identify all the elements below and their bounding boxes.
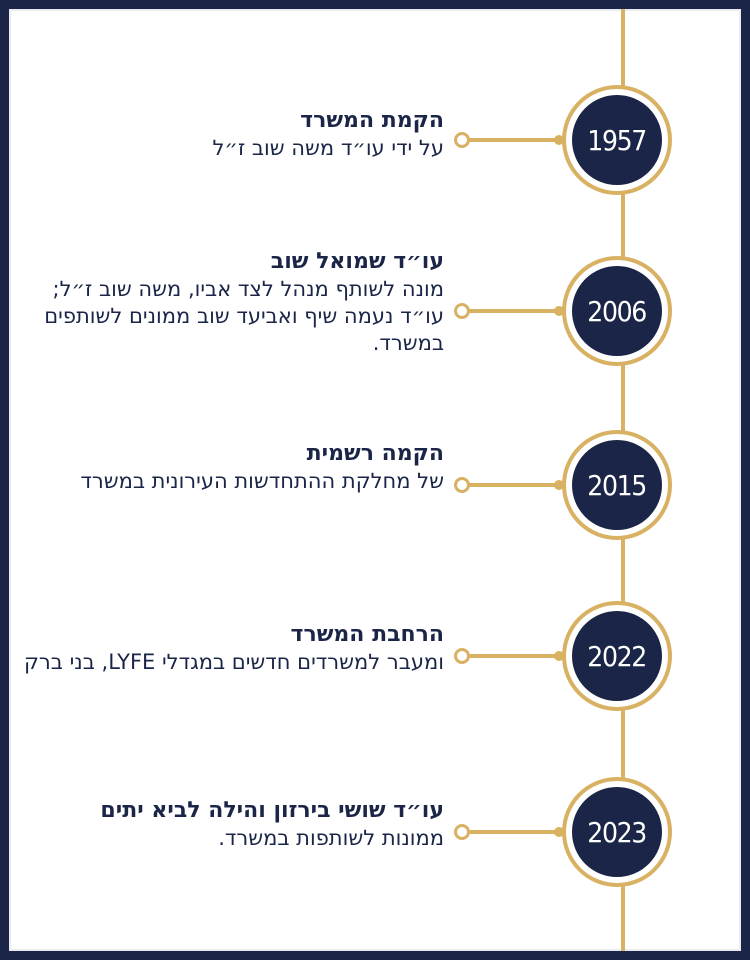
milestone-description: מונה לשותף מנהל לצד אביו, משה שוב ז״ל; עו״ד נעמה שיף ואביעד שוב ממונים לשותפים במשרד. [44, 277, 444, 355]
year-label: 2015 [587, 468, 647, 502]
connector-end-dot [554, 306, 564, 316]
milestone-title: הקמה רשמית [306, 441, 444, 466]
connector-end-dot [554, 827, 564, 837]
year-badge [569, 263, 665, 359]
milestone-2006 [9, 249, 741, 366]
milestone-title: עו״ד שושי בירזון והילה לביא יתים [100, 798, 444, 823]
connector-node-icon [454, 132, 470, 148]
year-badge [569, 92, 665, 188]
milestone-2015 [9, 430, 741, 540]
year-badge [569, 608, 665, 704]
milestone-title: עו״ד שמואל שוב [270, 249, 444, 274]
year-label: 2006 [587, 294, 647, 328]
milestone-text [14, 248, 444, 357]
connector-line [464, 309, 562, 313]
milestone-title: הקמת המשרד [300, 108, 444, 133]
milestone-description: ממונות לשותפות במשרד. [218, 826, 444, 850]
connector-node-icon [454, 477, 470, 493]
milestone-description: ומעבר למשרדים חדשים במגדלי LYFE, בני ברק [24, 650, 444, 674]
milestone-description: של מחלקת ההתחדשות העירונית במשרד [80, 469, 444, 493]
milestone-text [14, 107, 444, 162]
milestone-description: על ידי עו״ד משה שוב ז״ל [212, 136, 444, 160]
timeline-panel [9, 9, 741, 951]
connector-line [464, 138, 562, 142]
connector-end-dot [554, 480, 564, 490]
year-badge [569, 784, 665, 880]
year-label: 1957 [587, 123, 647, 157]
connector-node-icon [454, 648, 470, 664]
milestone-title: הרחבת המשרד [290, 622, 444, 647]
milestone-1957 [9, 85, 741, 195]
year-label: 2022 [587, 639, 647, 673]
connector-end-dot [554, 135, 564, 145]
connector-line [464, 483, 562, 487]
connector-line [464, 830, 562, 834]
year-badge [569, 437, 665, 533]
milestone-text [14, 797, 444, 852]
connector-node-icon [454, 824, 470, 840]
connector-end-dot [554, 651, 564, 661]
connector-node-icon [454, 303, 470, 319]
connector-line [464, 654, 562, 658]
milestone-text [14, 621, 444, 676]
milestone-text [14, 440, 444, 495]
year-label: 2023 [587, 815, 647, 849]
milestone-2022 [9, 601, 741, 711]
milestone-2023 [9, 777, 741, 887]
